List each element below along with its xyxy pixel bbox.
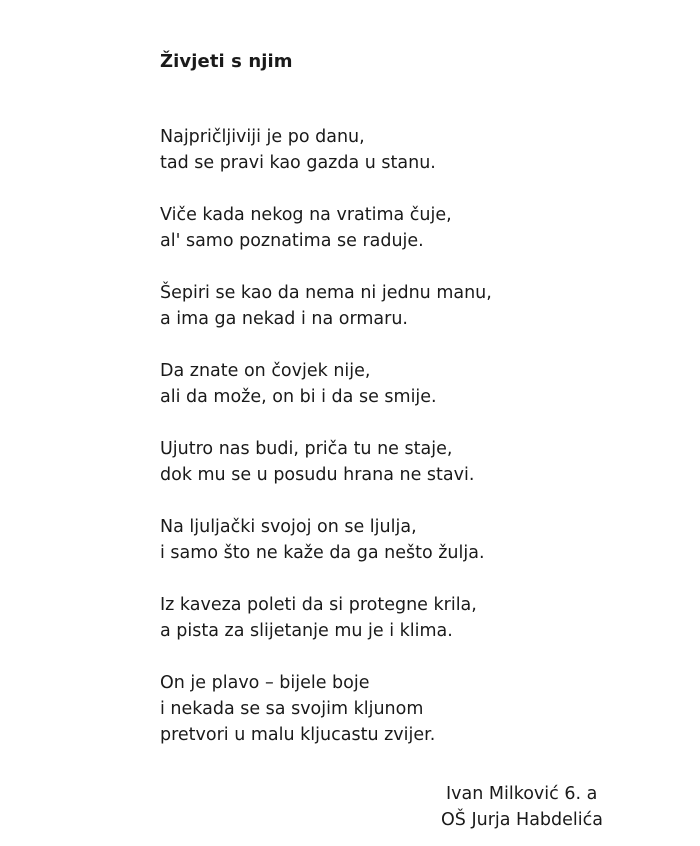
poem-line: Ujutro nas budi, priča tu ne staje, — [160, 439, 453, 459]
stanza — [160, 670, 660, 748]
stanza — [160, 514, 660, 566]
poem-body — [160, 124, 660, 774]
poem-line: Najpričljiviji je po danu, — [160, 127, 365, 147]
stanza — [160, 436, 660, 488]
school-name: OŠ Jurja Habdelića — [441, 810, 603, 830]
author-signature — [441, 781, 603, 833]
stanza — [160, 280, 660, 332]
poem-line: Iz kaveza poleti da si protegne krila, — [160, 595, 477, 615]
poem-line: On je plavo – bijele boje — [160, 673, 370, 693]
poem-line: Viče kada nekog na vratima čuje, — [160, 205, 452, 225]
poem-line: i nekada se sa svojim kljunom — [160, 699, 424, 719]
stanza — [160, 202, 660, 254]
stanza — [160, 358, 660, 410]
poem-line: a ima ga nekad i na ormaru. — [160, 309, 408, 329]
poem-line: al' samo poznatima se raduje. — [160, 231, 424, 251]
poem-line: a pista za slijetanje mu je i klima. — [160, 621, 453, 641]
poem-line: Šepiri se kao da nema ni jednu manu, — [160, 283, 492, 303]
author-name: Ivan Milković 6. a — [446, 784, 598, 804]
poem-line: pretvori u malu kljucastu zvijer. — [160, 725, 436, 745]
stanza — [160, 592, 660, 644]
poem-line: dok mu se u posudu hrana ne stavi. — [160, 465, 475, 485]
stanza — [160, 124, 660, 176]
poem-line: tad se pravi kao gazda u stanu. — [160, 153, 436, 173]
poem-line: ali da može, on bi i da se smije. — [160, 387, 437, 407]
poem-title: Živjeti s njim — [160, 51, 293, 72]
poem-line: i samo što ne kaže da ga nešto žulja. — [160, 543, 485, 563]
poem-line: Da znate on čovjek nije, — [160, 361, 371, 381]
poem-line: Na ljuljački svojoj on se ljulja, — [160, 517, 417, 537]
